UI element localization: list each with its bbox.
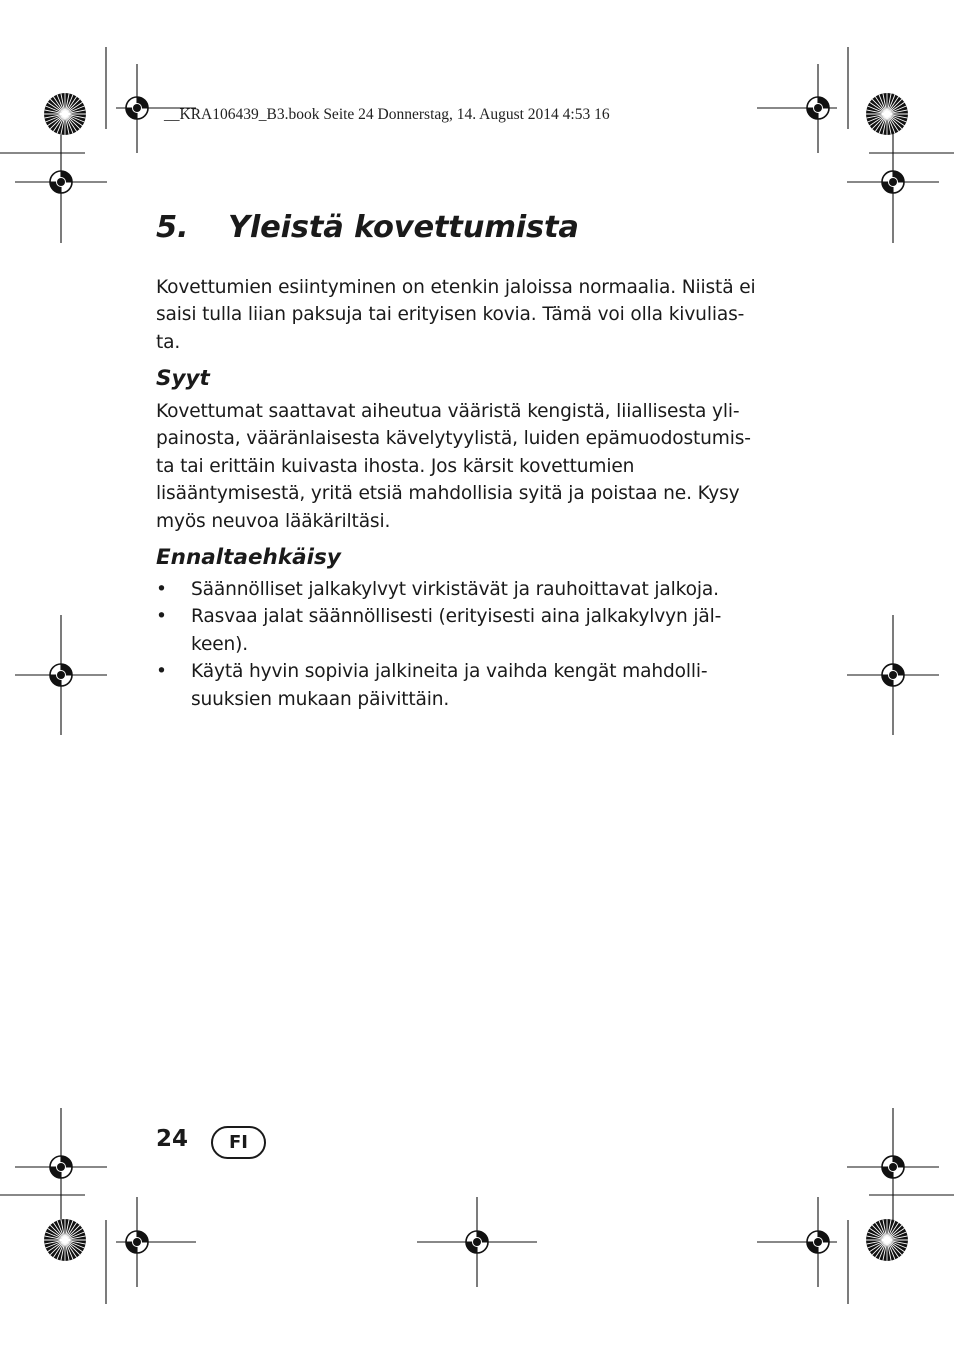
page-number: 24 xyxy=(156,1126,189,1152)
text-line: lisääntymisestä, yritä etsiä mahdollisia syitä ja poistaa ne. Kysy xyxy=(156,483,740,505)
list-item xyxy=(156,576,796,603)
list-item-text: suuksien mukaan päivittäin. xyxy=(191,688,450,710)
list-item-text: keen). xyxy=(191,633,249,655)
prevention-heading: Ennaltaehkäisy xyxy=(156,545,341,570)
bullet-icon: • xyxy=(156,606,167,628)
list-item xyxy=(156,658,796,713)
causes-heading: Syyt xyxy=(156,366,210,391)
print-slug: __KRA106439_B3.book Seite 24 Donnerstag, 14. August 2014 4:53 16 xyxy=(164,106,610,123)
list-item-text: Käytä hyvin sopivia jalkineita ja vaihda kengät mahdolli- xyxy=(191,661,708,683)
list-item-text: Rasvaa jalat säännöllisesti (erityisesti aina jalkakylvyn jäl- xyxy=(191,606,722,628)
section-title xyxy=(156,210,579,245)
text-line: Kovettumat saattavat aiheutua vääristä kengistä, liiallisesta yli- xyxy=(156,401,740,422)
text-line: ta. xyxy=(156,331,181,353)
section-title-text: Yleistä kovettumista xyxy=(228,210,579,245)
prevention-list xyxy=(156,576,796,713)
language-badge: FI xyxy=(211,1126,266,1159)
list-item-text: Säännölliset jalkakylvyt virkistävät ja rauhoittavat jalkoja. xyxy=(191,579,719,600)
causes-paragraph xyxy=(156,398,796,535)
section-number: 5. xyxy=(156,210,189,245)
list-item xyxy=(156,603,796,658)
text-line: saisi tulla liian paksuja tai erityisen kovia. Tämä voi olla kivulias- xyxy=(156,304,745,326)
intro-paragraph xyxy=(156,274,796,356)
bullet-icon: • xyxy=(156,579,167,600)
bullet-icon: • xyxy=(156,661,167,683)
text-line: myös neuvoa lääkäriltäsi. xyxy=(156,510,391,532)
text-line: ta tai erittäin kuivasta ihosta. Jos kärsit kovettumien xyxy=(156,455,635,477)
text-line: Kovettumien esiintyminen on etenkin jaloissa normaalia. Niistä ei xyxy=(156,277,756,298)
text-line: painosta, vääränlaisesta kävelytyylistä, luiden epämuodostumis- xyxy=(156,428,751,450)
